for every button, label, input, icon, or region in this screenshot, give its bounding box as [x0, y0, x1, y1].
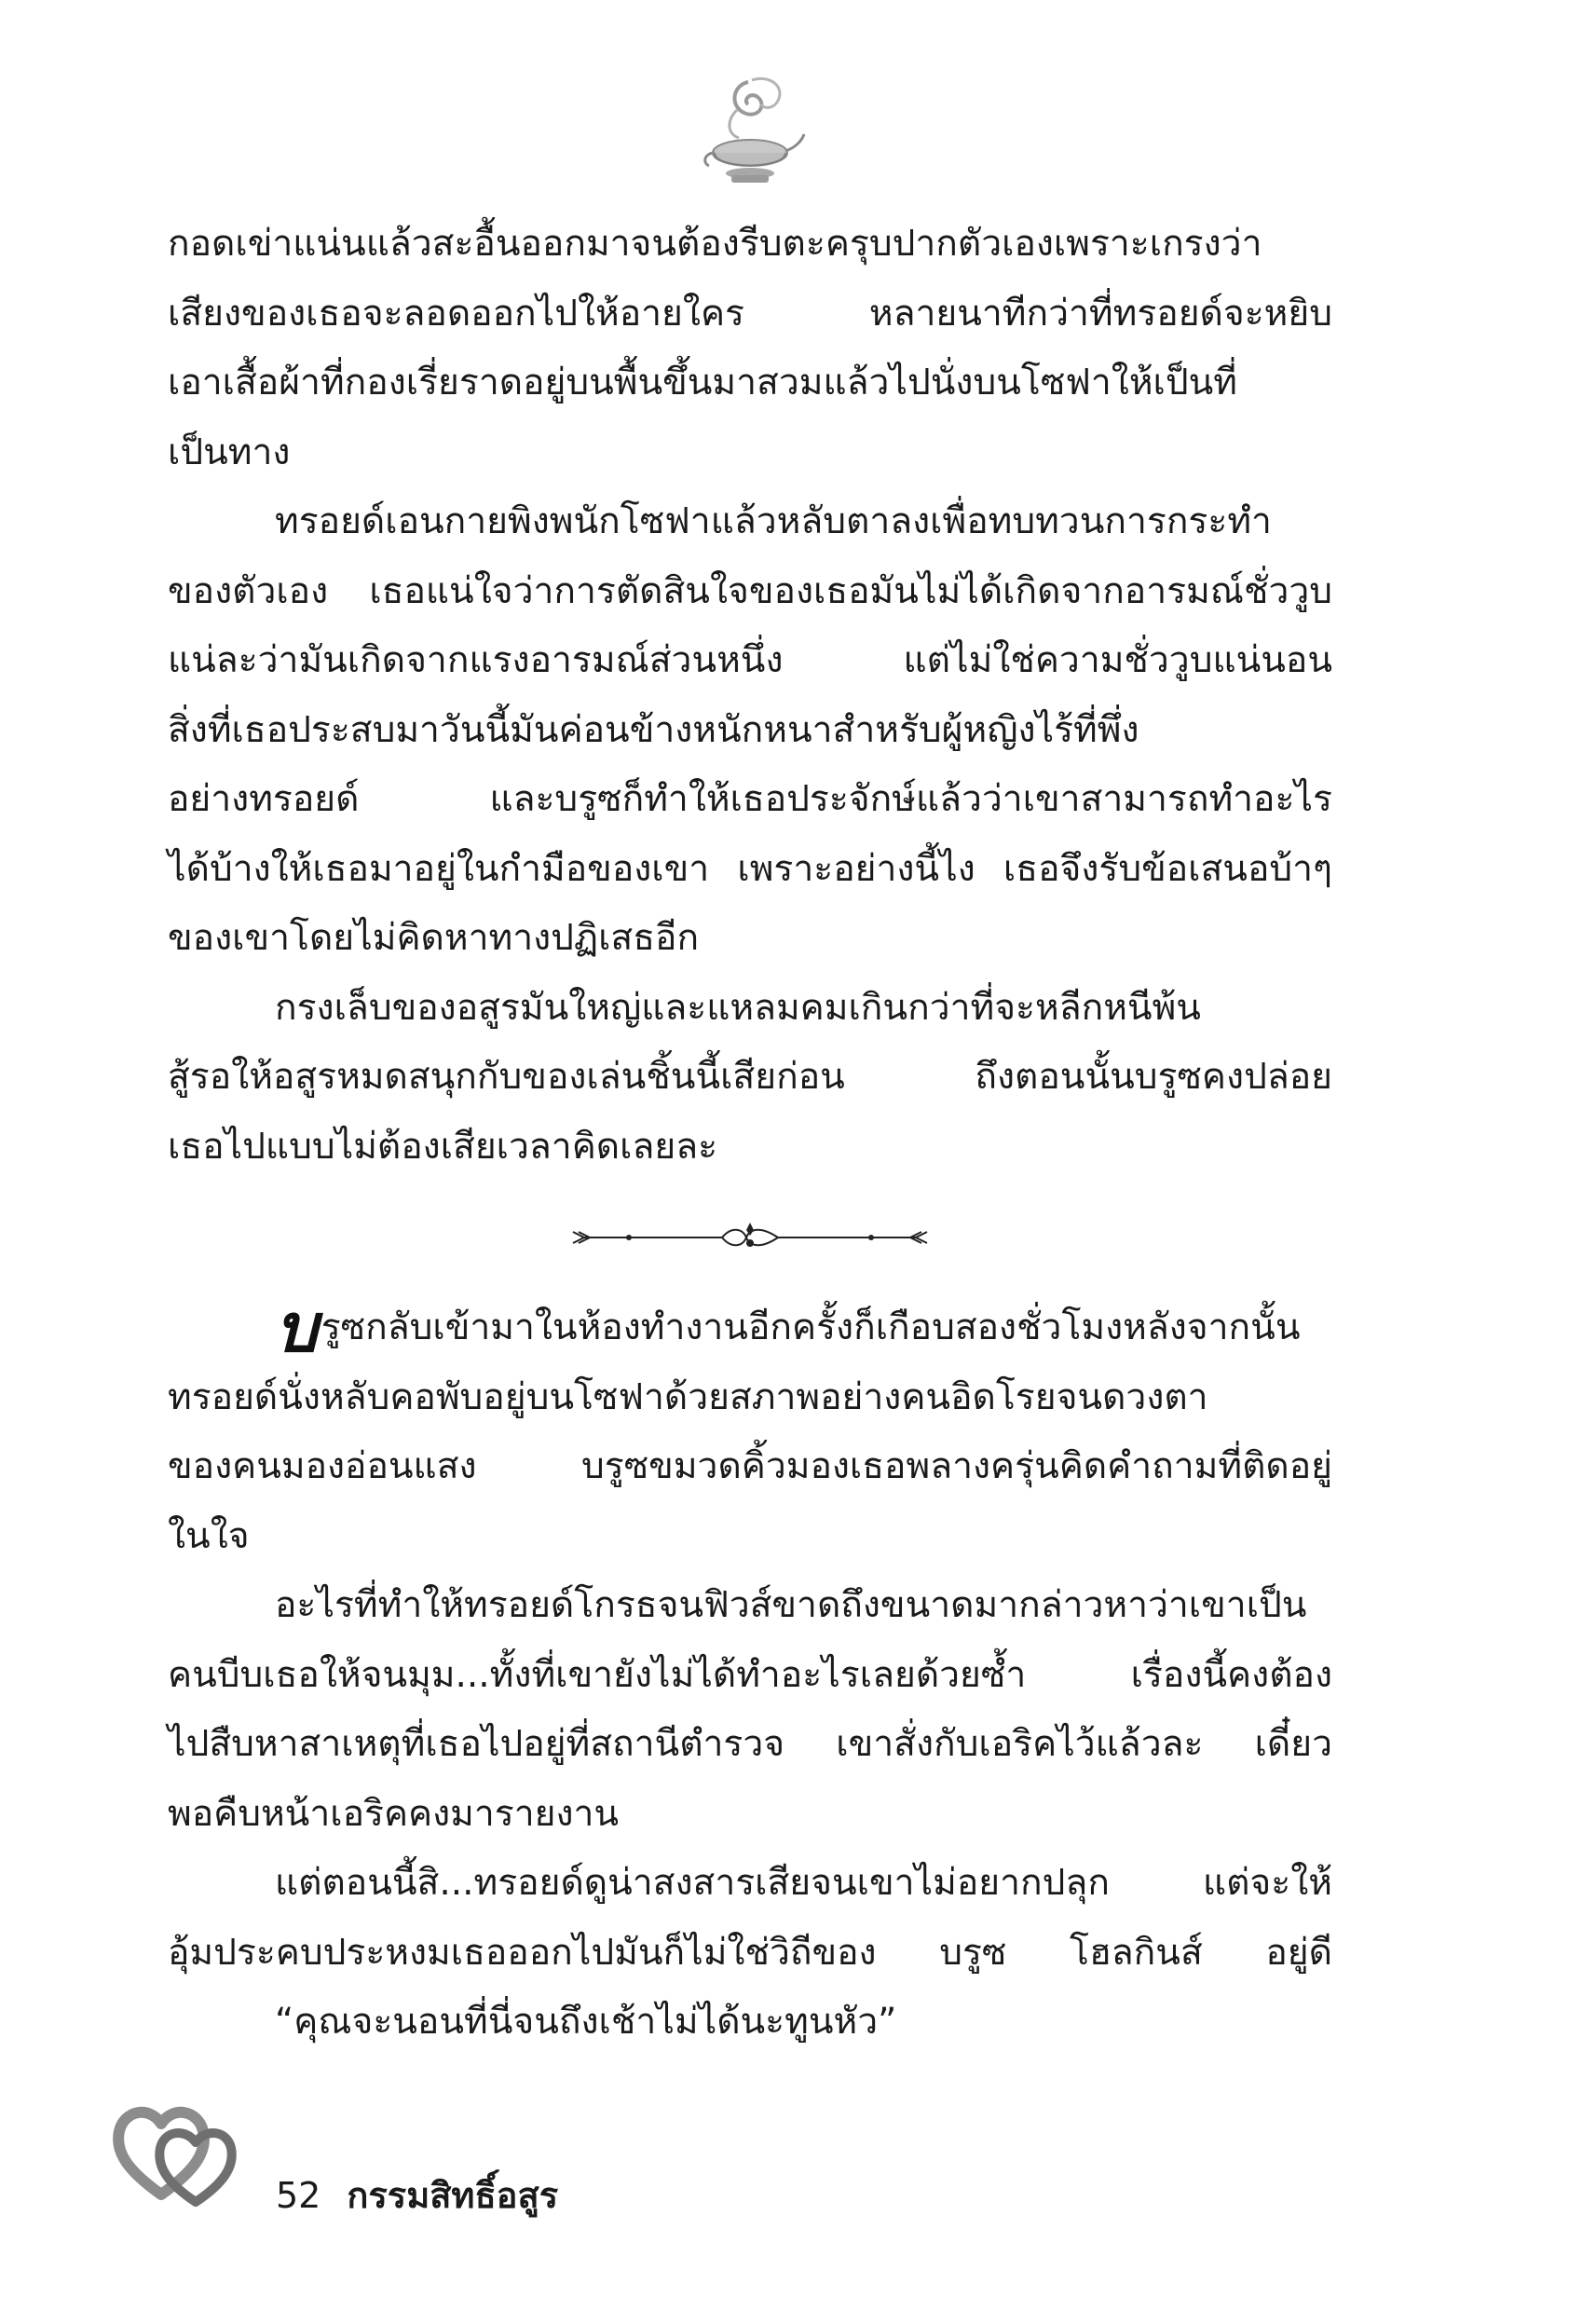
text-line: คนบีบเธอให้จนมุม...ทั้งที่เขายังไม่ได้ทำอะไรเลยด้วยซ้ำ เรื่องนี้คงต้อง — [168, 1653, 1332, 1696]
paragraph — [168, 1571, 1332, 1849]
text-line: พอคืบหน้าเอริคคงมารายงาน — [168, 1792, 620, 1835]
text-line: ในใจ — [168, 1514, 250, 1557]
text-line: เอาเสื้อผ้าที่กองเรี่ยราดอยู่บนพื้นขึ้นมาสวมแล้วไปนั่งบนโซฟาให้เป็นที่ — [168, 362, 1238, 403]
section-divider — [168, 1182, 1332, 1293]
text-line: ทรอยด์นั่งหลับคอพับอยู่บนโซฟาด้วยสภาพอย่างคนอิดโรยจนดวงตา — [168, 1375, 1208, 1418]
hearts-icon — [110, 2092, 250, 2208]
book-title: กรรมสิทธิ์อสูร — [347, 2175, 559, 2216]
text-line: ไปสืบหาสาเหตุที่เธอไปอยู่ที่สถานีตำรวจ เขาสั่งกับเอริคไว้แล้วละ เดี๋ยว — [168, 1723, 1332, 1765]
text-line: แน่ละว่ามันเกิดจากแรงอารมณ์ส่วนหนึ่ง แต่ไม่ใช่ความชั่ววูบแน่นอน — [168, 639, 1332, 681]
text-line: กอดเข่าแน่นแล้วสะอื้นออกมาจนต้องรีบตะครุบปากตัวเองเพราะเกรงว่า — [168, 223, 1262, 265]
text-line: ของเขาโดยไม่คิดหาทางปฏิเสธอีก — [168, 917, 700, 959]
page-footer — [276, 2167, 558, 2223]
text-line: ทรอยด์เอนกายพิงพนักโซฟาแล้วหลับตาลงเพื่อทบทวนการกระทำ — [275, 500, 1272, 542]
text-line: อะไรที่ทำให้ทรอยด์โกรธจนฟิวส์ขาดถึงขนาดมากล่าวหาว่าเขาเป็น — [275, 1584, 1307, 1626]
text-line: แต่ตอนนี้สิ...ทรอยด์ดูน่าสงสารเสียจนเขาไม่อยากปลุก แต่จะให้ — [275, 1862, 1332, 1904]
paragraph — [168, 974, 1332, 1183]
drop-cap: บ — [275, 1288, 318, 1367]
page-number: 52 — [276, 2175, 321, 2216]
text-line: เสียงของเธอจะลอดออกไปให้อายใคร หลายนาทีกว่าที่ทรอยด์จะหยิบ — [168, 292, 1332, 335]
paragraph-dropcap — [168, 1288, 1332, 1571]
text-line: กรงเล็บของอสูรมันใหญ่และแหลมคมเกินกว่าที่จะหลีกหนีพ้น — [275, 986, 1201, 1029]
text-line: ได้บ้างให้เธอมาอยู่ในกำมือของเขา เพราะอย่างนี้ไง เธอจึงรับข้อเสนอบ้าๆ — [168, 847, 1332, 890]
text-line: อย่างทรอยด์ และบรูซก็ทำให้เธอประจักษ์แล้วว่าเขาสามารถทำอะไร — [168, 778, 1332, 820]
lamp-ornament-icon — [694, 73, 806, 194]
text-line: สิ่งที่เธอประสบมาวันนี้มันค่อนข้างหนักหนาสำหรับผู้หญิงไร้ที่พึ่ง — [168, 708, 1139, 751]
paragraph — [168, 210, 1332, 487]
text-line: ของตัวเอง เธอแน่ใจว่าการตัดสินใจของเธอมันไม่ได้เกิดจากอารมณ์ชั่ววูบ — [168, 569, 1332, 612]
text-line: สู้รอให้อสูรหมดสนุกกับของเล่นชิ้นนี้เสียก่อน ถึงตอนนั้นบรูซคงปล่อย — [168, 1056, 1332, 1098]
text-line: “คุณจะนอนที่นี่จนถึงเช้าไม่ได้นะทูนหัว” — [275, 2001, 897, 2043]
text-line: ของคนมองอ่อนแสง บรูซขมวดคิ้วมองเธอพลางครุ่นคิดคำถามที่ติดอยู่ — [168, 1445, 1332, 1487]
text-line: เป็นทาง — [168, 431, 291, 473]
dropcap-line — [168, 1288, 1332, 1367]
flourish-divider-icon — [564, 1219, 936, 1256]
text-line: อุ้มประคบประหงมเธอออกไปมันก็ไม่ใช่วิถีของ บรูซ โฮลกินส์ อยู่ดี — [168, 1931, 1332, 1974]
paragraph — [168, 487, 1332, 974]
body-text — [168, 210, 1332, 2058]
text-line: เธอไปแบบไม่ต้องเสียเวลาคิดเลยละ — [168, 1125, 718, 1168]
text-line: รูซกลับเข้ามาในห้องทำงานอีกครั้งก็เกือบสองชั่วโมงหลังจากนั้น — [321, 1306, 1301, 1348]
paragraph — [168, 1988, 1332, 2058]
paragraph — [168, 1849, 1332, 1988]
